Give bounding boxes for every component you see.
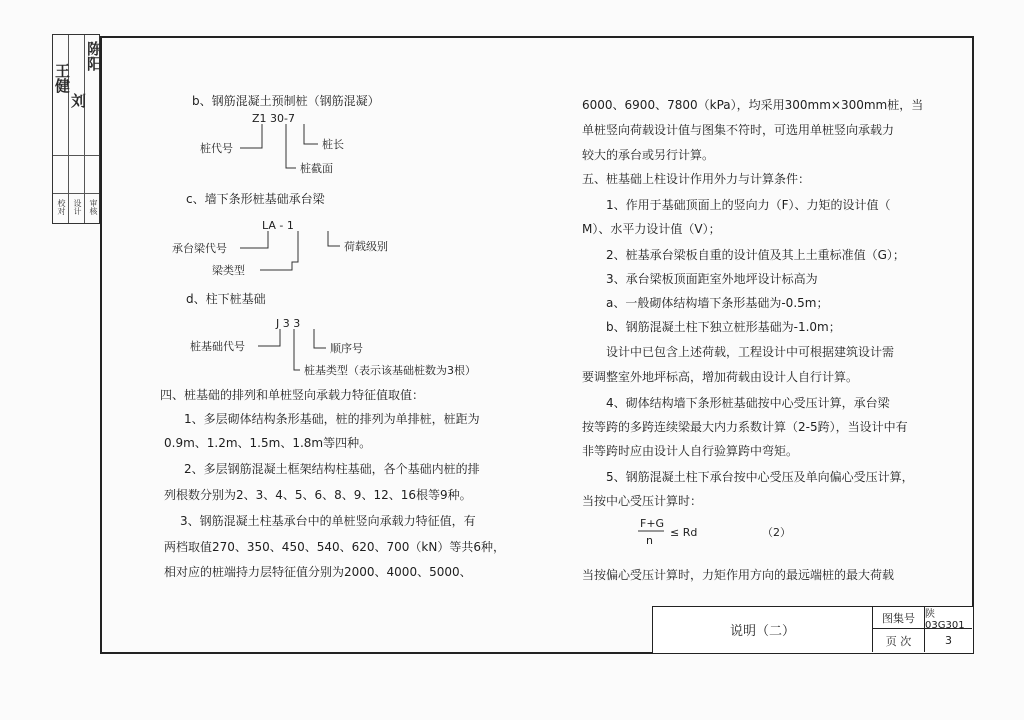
formula-relation: ≤ Rd [670, 526, 698, 539]
cond-3b: b、钢筋混凝土柱下独立桩形基础为-1.0m； [606, 320, 841, 334]
sheet-title: 说明（二） [653, 607, 873, 652]
para-3a: 3、钢筋混凝土柱基承台中的单桩竖向承载力特征值，有 [180, 514, 476, 528]
cond-4c: 非等跨时应由设计人自行验算跨中弯矩。 [582, 444, 799, 458]
page-number-label: 页 次 [873, 629, 925, 652]
beam-code: LA - 1 [262, 219, 294, 232]
beam-code-label: 承台梁代号 [172, 242, 227, 255]
cond-5: 5、钢筋混凝土柱下承台按中心受压及单向偏心受压计算， [606, 470, 914, 484]
beam-type-label: 梁类型 [212, 264, 245, 277]
pile-section-label: 桩截面 [300, 162, 333, 175]
page-number-value: 3 [945, 634, 952, 647]
base-type-label: 桩基类型（表示该基础桩数为3根） [304, 364, 476, 377]
right-line-3: 较大的承台或另行计算。 [582, 148, 715, 162]
para-3c: 相对应的桩端持力层特征值分别为2000、4000、5000、 [164, 565, 472, 579]
section-5-title: 五、桩基础上柱设计作用外力与计算条件： [582, 172, 811, 186]
para-1b: 0.9m、1.2m、1.5m、1.8m等四种。 [164, 436, 372, 450]
atlas-number-label: 图集号 [873, 607, 925, 629]
para-1a: 1、多层砌体结构条形基础，桩的排列为单排桩，桩距为 [184, 412, 480, 426]
beam-load-label: 荷载级别 [344, 240, 388, 253]
title-block [652, 606, 974, 654]
para-2a: 2、多层钢筋混凝土框架结构柱基础，各个基础内桩的排 [184, 462, 480, 476]
section-c-title: c、墙下条形桩基础承台梁 [186, 192, 325, 206]
note-1: 设计中已包含上述荷载，工程设计中可根据建筑设计需 [606, 345, 895, 359]
pile-code-label: 桩代号 [200, 142, 233, 155]
pile-code: Z1 30-7 [252, 112, 295, 125]
signoff-label-design: 设计 [73, 199, 82, 215]
cond-5b: 当按中心受压计算时： [582, 494, 703, 508]
section-b-title: b、钢筋混凝土预制桩（钢筋混凝） [192, 94, 380, 108]
base-seq-label: 顺序号 [330, 342, 363, 355]
para-2b: 列根数分别为2、3、4、5、6、8、9、12、16根等9种。 [164, 488, 472, 502]
cond-2: 2、桩基承台梁板自重的设计值及其上土重标准值（G）； [606, 248, 905, 262]
cond-3a: a、一般砌体结构墙下条形基础为-0.5m； [606, 296, 829, 310]
right-line-1: 6000、6900、7800（kPa），均采用300mm×300mm桩，当 [582, 98, 924, 112]
formula-numerator: F+G [640, 517, 665, 530]
cond-4b: 按等跨的多跨连续梁最大内力系数计算（2-5跨），当设计中有 [582, 420, 908, 434]
cond-1: 1、作用于基础顶面上的竖向力（F）、力矩的设计值（ [606, 198, 891, 212]
signoff-label-review: 审核 [89, 199, 98, 215]
formula-tag: （2） [762, 526, 791, 539]
pile-length-label: 桩长 [322, 138, 344, 151]
signature-1: 王健 [53, 63, 71, 93]
note-2: 要调整室外地坪标高，增加荷载由设计人自行计算。 [582, 370, 859, 384]
cond-3: 3、承台梁板顶面距室外地坪设计标高为 [606, 272, 818, 286]
base-code-label: 桩基础代号 [190, 340, 245, 353]
atlas-number-value: 陕03G301 [925, 607, 972, 629]
section-4-title: 四、桩基础的排列和单桩竖向承载力特征值取值： [160, 388, 425, 402]
section-d-title: d、柱下桩基础 [186, 292, 266, 306]
signature-3: 陈阳 [85, 41, 103, 71]
formula-denominator: n [646, 534, 653, 547]
right-last-line: 当按偏心受压计算时，力矩作用方向的最远端桩的最大荷载 [582, 568, 895, 582]
para-3b: 两档取值270、350、450、540、620、700（kN）等共6种， [164, 540, 505, 554]
signature-2: 刘 [69, 93, 87, 108]
signoff-label-check: 校对 [57, 199, 66, 215]
base-code: J 3 3 [276, 317, 301, 330]
cond-4: 4、砌体结构墙下条形桩基础按中心受压计算，承台梁 [606, 396, 890, 410]
right-line-2: 单桩竖向荷载设计值与图集不符时，可选用单桩竖向承载力 [582, 123, 895, 137]
cond-1b: M）、水平力设计值（V）； [582, 222, 721, 236]
